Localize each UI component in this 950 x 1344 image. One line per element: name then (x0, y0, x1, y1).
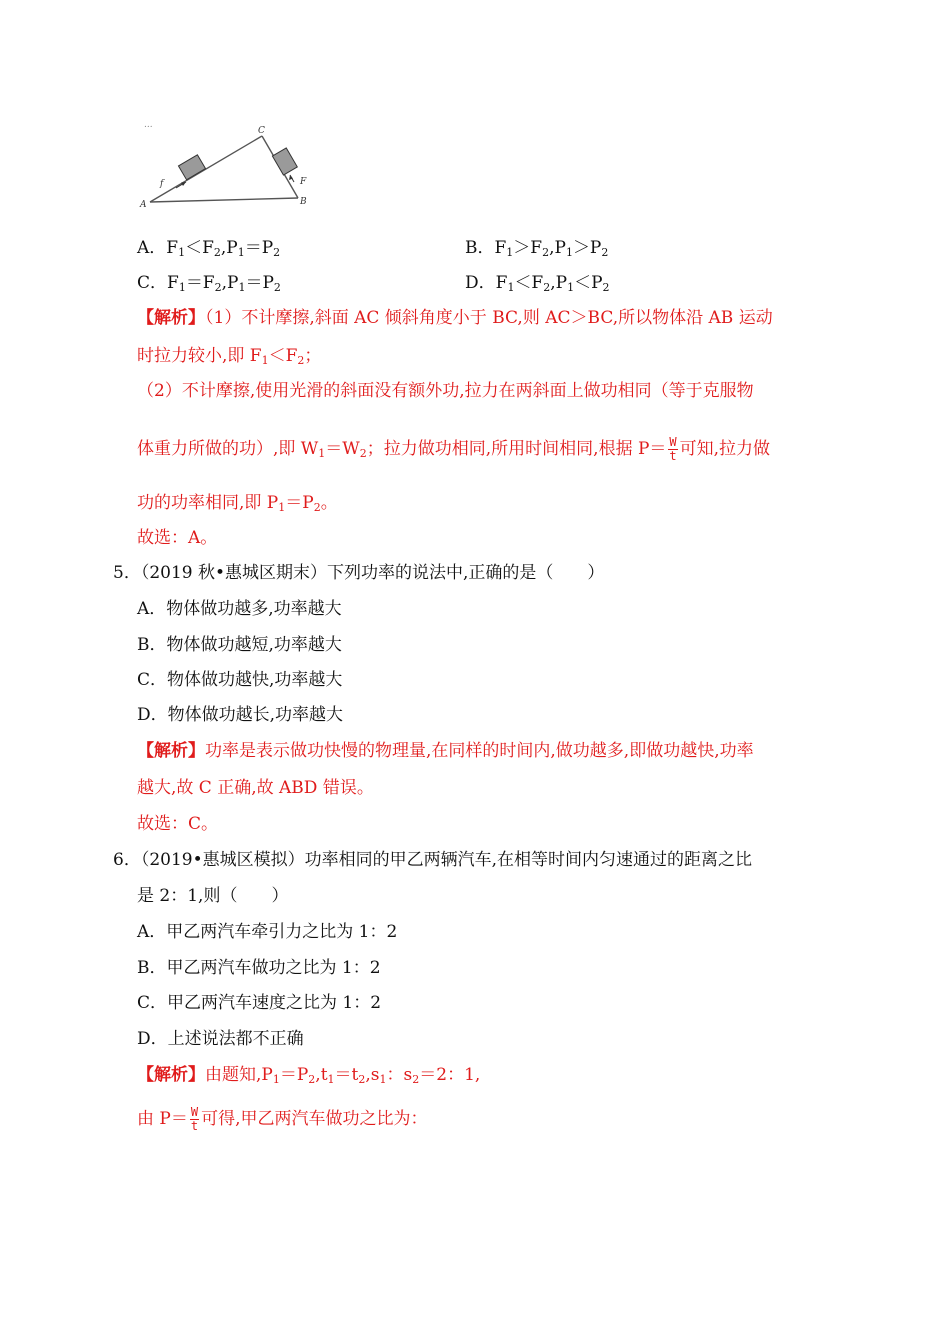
q6-option-c: C．甲乙两汽车速度之比为 1：2 (137, 993, 382, 1013)
q4-explanation-line4: 体重力所做的功）,即 $W_1=W_2$；拉力做功相同,所用时间相同,根据 P＝ $\frac{W}{t}$ 可知,拉力做 (137, 435, 771, 463)
label-a: A (140, 200, 147, 210)
label-f-right: F (300, 177, 307, 187)
q5-answer: 故选：C。 (137, 814, 219, 834)
left-block (178, 155, 205, 180)
q5-option-c: C．物体做功越快,功率越大 (137, 670, 343, 690)
power-formula-fraction: $\frac{W}{t}$ (190, 1105, 199, 1133)
q6-option-a: A．甲乙两汽车牵引力之比为 1：2 (137, 922, 398, 942)
q5-stem: 5．（2019 秋•惠城区期末）下列功率的说法中,正确的是（ ） (113, 563, 605, 583)
q6-explanation-line1: 【解析】由题知$,P_1=P_2,t_1=t_2,s_1$：$s_2=2$：1, (137, 1065, 481, 1086)
q4-option-c: C．$F_1=F_2,P_1=P_2$ (137, 273, 281, 294)
q6-option-d: D．上述说法都不正确 (137, 1029, 304, 1049)
label-f-left: f (160, 179, 164, 189)
q6-option-b: B．甲乙两汽车做功之比为 1：2 (137, 958, 381, 978)
q5-option-d: D．物体做功越长,功率越大 (137, 705, 344, 725)
q4-option-a: A．$F_1<F_2,P_1=P_2$ (137, 238, 281, 259)
q4-explanation-line3: （2）不计摩擦,使用光滑的斜面没有额外功,拉力在两斜面上做功相同（等于克服物 (137, 381, 754, 401)
q5-option-a: A．物体做功越多,功率越大 (137, 599, 342, 619)
q6-explanation-line2: 由 P＝ $\frac{W}{t}$ 可得,甲乙两汽车做功之比为： (137, 1105, 428, 1133)
q4-explanation-line1: 【解析】（1）不计摩擦,斜面 AC 倾斜角度小于 BC,则 AC＞BC,所以物体沿 AB 运动 (137, 308, 773, 328)
q5-explanation-line1: 【解析】功率是表示做功快慢的物理量,在同样的时间内,做功越多,即做功越快,功率 (137, 741, 754, 761)
q6-stem-line1: 6．（2019•惠城区模拟）功率相同的甲乙两辆汽车,在相等时间内匀速通过的距离之比 (113, 850, 753, 870)
diagram-corner-mark: ... (144, 120, 153, 130)
power-formula-fraction: $\frac{W}{t}$ (669, 435, 677, 463)
q4-explanation-line2: 时拉力较小,即 $F_1<F_2$； (137, 346, 322, 367)
q5-option-b: B．物体做功越短,功率越大 (137, 635, 342, 655)
q5-explanation-line2: 越大,故 C 正确,故 ABD 错误。 (137, 778, 374, 798)
label-b: B (300, 197, 307, 207)
q4-answer: 故选：A。 (137, 528, 218, 548)
right-block (272, 148, 297, 175)
q6-stem-line2: 是 2：1,则（ ） (137, 886, 289, 906)
q4-option-b: B．$F_1>F_2,P_1>P_2$ (465, 238, 609, 259)
label-c: C (258, 126, 265, 136)
incline-diagram (138, 118, 328, 218)
q4-explanation-line5: 功的功率相同,即 $P_1=P_2$。 (137, 493, 338, 514)
q4-option-d: D．$F_1<F_2,P_1<P_2$ (465, 273, 610, 294)
